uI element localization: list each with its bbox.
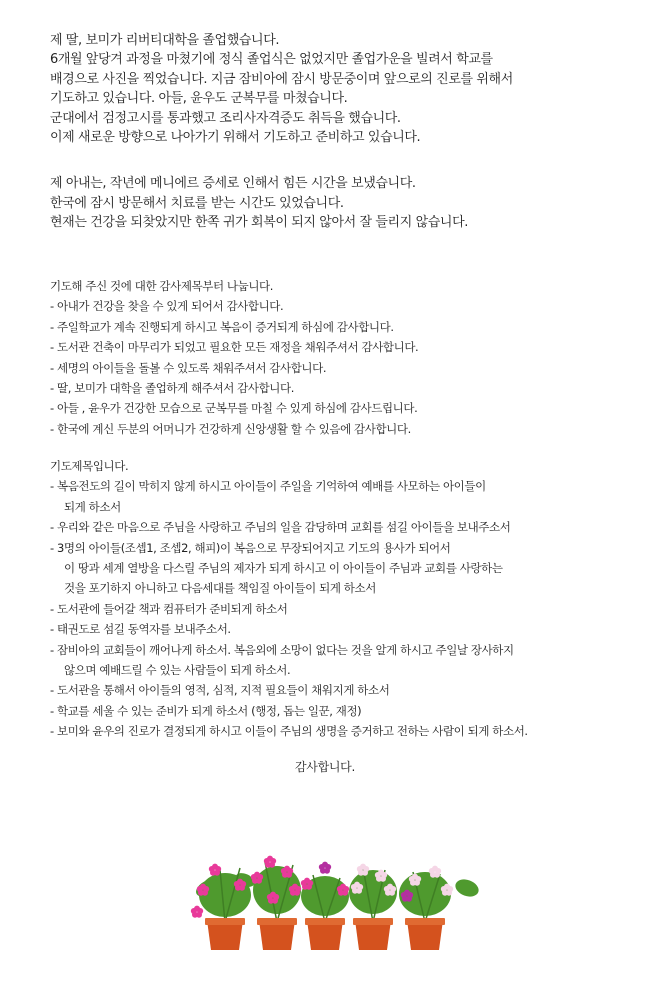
pot-rims: [205, 918, 445, 925]
list-item: - 잠비아의 교회들이 깨어나게 하소서. 복음외에 소망이 없다는 것을 알게 하시고 주일날 장사하지: [50, 642, 514, 657]
text-line: 이제 새로운 방향으로 나아가기 위해서 기도하고 준비하고 있습니다.: [50, 130, 421, 146]
closing-text: 감사합니다.: [295, 760, 355, 774]
text-line: 현재는 건강을 되찾았지만 한쪽 귀가 회복이 되지 않아서 잘 들리지 않습니다.: [50, 215, 468, 230]
text-line: 군대에서 검정고시를 통과했고 조리사자격증도 취득을 했습니다.: [50, 110, 401, 126]
list-item: - 도서관에 들어갈 책과 컴퓨터가 준비되게 하소서: [50, 601, 288, 616]
list-item: - 도서관을 통해서 아이들의 영적, 심적, 지적 필요들이 채워지게 하소서: [50, 683, 390, 698]
list-item: - 학교를 세울 수 있는 준비가 되게 하소서 (행정, 돕는 일꾼, 재정): [50, 703, 362, 718]
text-line: 한국에 잠시 방문해서 치료를 받는 시간도 있었습니다.: [50, 195, 344, 211]
list-item: - 우리와 같은 마음으로 주님을 사랑하고 주님의 일을 감당하며 교회를 섬길 아이들을 보내주소서: [50, 520, 511, 535]
list-item-continuation: 않으며 예배드릴 수 있는 사람들이 되게 하소서.: [64, 663, 291, 678]
prayer-requests-list: [50, 456, 630, 742]
list-item: - 주일학교가 계속 진행되게 하시고 복음이 증거되게 하심에 감사합니다.: [50, 319, 394, 334]
list-item: - 아들 , 윤우가 건강한 모습으로 군복무를 마칠 수 있게 하심에 감사드립니다.: [50, 401, 418, 416]
wife-health-paragraph: [50, 174, 620, 233]
requests-heading: 기도제목입니다.: [50, 459, 129, 473]
text-line: 배경으로 사진을 찍었습니다. 지금 잠비아에 잠시 방문중이며 앞으로의 진로를 위해서: [50, 71, 513, 87]
list-item: - 도서관 건축이 마무리가 되었고 필요한 모든 재정을 채워주셔서 감사합니다.: [50, 340, 419, 355]
thanks-heading: 기도해 주신 것에 대한 감사제목부터 나눕니다.: [50, 279, 274, 293]
list-item: - 세명의 아이들을 돌볼 수 있도록 채워주셔서 감사합니다.: [50, 360, 327, 375]
text-line: 제 아내는, 작년에 메니에르 증세로 인해서 힘든 시간을 보냈습니다.: [50, 176, 416, 191]
thanks-list: [50, 276, 630, 439]
list-item-continuation: 되게 하소서: [64, 499, 121, 514]
list-item: - 한국에 계신 두분의 어머니가 건강하게 신앙생활 할 수 있음에 감사합니다.: [50, 421, 411, 436]
list-item: - 3명의 아이들(조셉1, 조셉2, 해피)이 복음으로 무장되어지고 기도의 용사가 되어서: [50, 540, 451, 555]
family-news-paragraph: [50, 31, 620, 147]
list-item: - 복음전도의 길이 막히지 않게 하시고 아이들이 주일을 기억하여 예배를 사모하는 아이들이: [50, 479, 486, 494]
text-line: 제 딸, 보미가 리버티대학을 졸업했습니다.: [50, 33, 280, 48]
list-item-continuation: 이 땅과 세계 열방을 다스릴 주님의 제자가 되게 하시고 이 아이들이 주님과 교회를 사랑하는: [64, 561, 503, 576]
list-item: - 아내가 건강을 찾을 수 있게 되어서 감사합니다.: [50, 299, 284, 314]
list-item: - 딸, 보미가 대학을 졸업하게 해주셔서 감사합니다.: [50, 381, 294, 396]
list-item: - 태권도로 섬길 동역자를 보내주소서.: [50, 622, 231, 637]
text-line: 6개월 앞당겨 과정을 마쳤기에 정식 졸업식은 없었지만 졸업가운을 빌려서 학교를: [50, 52, 493, 68]
list-item: - 보미와 윤우의 진로가 결정되게 하시고 이들이 주님의 생명을 증거하고 전하는 사람이 되게 하소서.: [50, 724, 528, 739]
text-line: 기도하고 있습니다. 아들, 윤우도 군복무를 마쳤습니다.: [50, 91, 348, 107]
flower-pots-illustration: [185, 850, 485, 955]
list-item-continuation: 것을 포기하지 아니하고 다음세대를 책임질 아이들이 되게 하소서: [64, 581, 376, 596]
